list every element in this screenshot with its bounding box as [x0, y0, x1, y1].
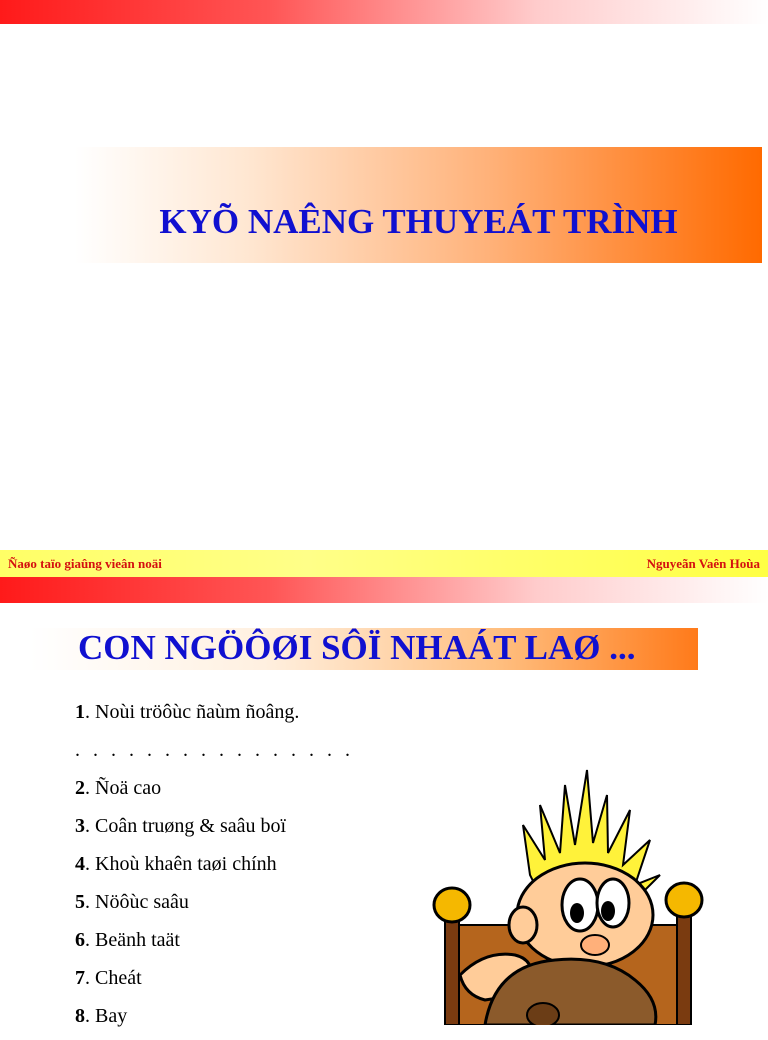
item-number: 2	[75, 777, 85, 799]
list-item	[75, 1002, 354, 1040]
item-number: 6	[75, 929, 85, 951]
item-text: . Beänh taät	[85, 929, 180, 951]
list-item	[75, 888, 354, 926]
item-number: 8	[75, 1005, 85, 1027]
second-slide-title: CON NGÖÔØI SÔÏ NHAÁT LAØ ...	[78, 628, 636, 667]
item-text: . Noùi tröôùc ñaùm ñoâng.	[85, 701, 300, 723]
list-item	[75, 698, 354, 736]
item-number: 7	[75, 967, 85, 989]
list-item	[75, 850, 354, 888]
footer-left-text: Ñaøo taïo giaûng vieân noäi	[8, 556, 162, 571]
list-item	[75, 926, 354, 964]
item-text: . Bay	[85, 1005, 128, 1027]
item-number: 5	[75, 891, 85, 913]
slide-title: KYÕ NAÊNG THUYEÁT TRÌNH	[159, 202, 678, 241]
footer-author: Nguyeãn Vaên Hoùa	[646, 556, 760, 571]
item-text: . Ñoä cao	[85, 777, 162, 799]
scared-cartoon-character-image	[425, 765, 715, 1025]
list-item	[75, 964, 354, 1002]
fears-list	[75, 698, 354, 1040]
item-text: . . . . . . . . . . . . . . . .	[75, 739, 354, 761]
item-text: . Coân truøng & saâu boï	[85, 815, 287, 837]
item-text: . Cheát	[85, 967, 142, 989]
list-item	[75, 774, 354, 812]
list-item	[75, 736, 354, 774]
item-text: . Khoù khaên taøi chính	[85, 853, 277, 875]
second-slide-red-bar	[0, 577, 768, 603]
list-item	[75, 812, 354, 850]
item-text: . Nöôùc saâu	[85, 891, 189, 913]
top-red-bar	[0, 0, 768, 24]
item-number: 3	[75, 815, 85, 837]
item-number: 4	[75, 853, 85, 875]
item-number: 1	[75, 701, 85, 723]
